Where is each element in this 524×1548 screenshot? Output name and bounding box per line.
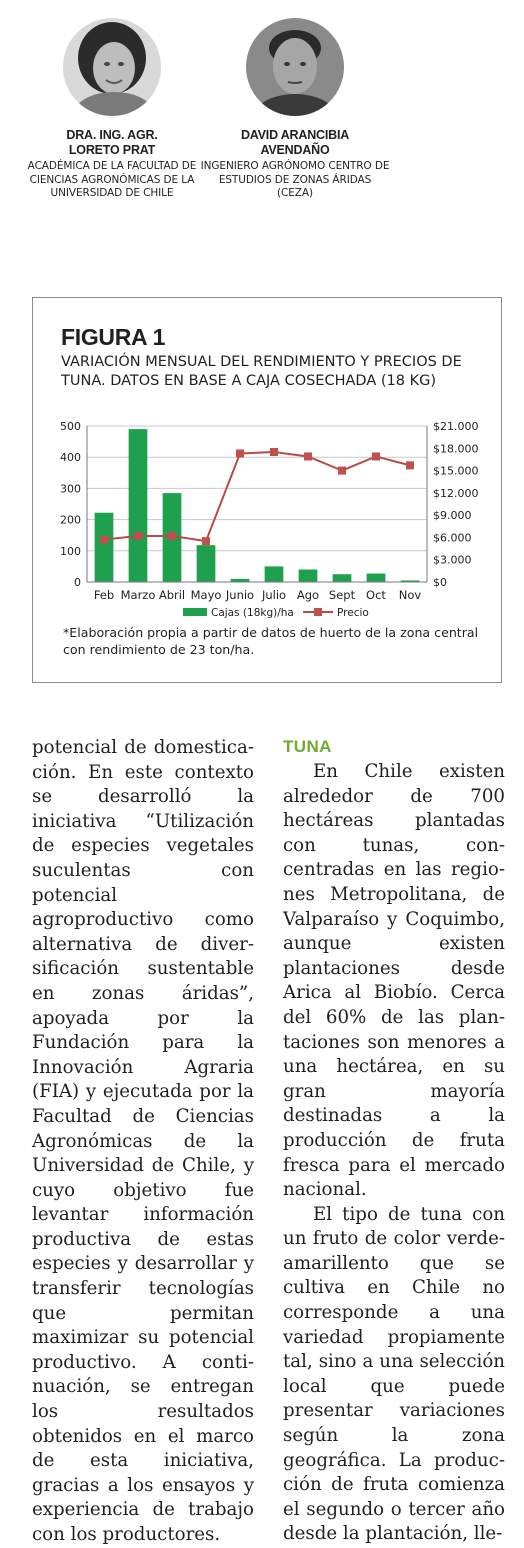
- author-2-photo: [246, 18, 344, 116]
- y-tick-label-left: 200: [60, 513, 81, 527]
- x-tick-label: Abril: [158, 588, 186, 602]
- bar: [333, 574, 352, 582]
- author-1-role: ACADÉMICA DE LA FACULTAD DE CIENCIAS AGRONÓMICAS DE LA UNIVERSIDAD DE CHILE: [27, 160, 197, 199]
- legend-label-bar: Cajas (18kg)/ha: [211, 607, 294, 619]
- price-marker: [372, 452, 380, 460]
- price-marker: [406, 461, 414, 469]
- x-tick-label: Junio: [225, 588, 255, 602]
- bar: [95, 513, 114, 582]
- paragraph: En Chile existen alrededor de 700 hectáreas plantadas con tunas, concentradas en las regiones Metropolitana, de Valparaíso y Coquimbo, aunque existen plantaciones desde Arica al Biobío. Cerca del 60% de las plantaciones son menores a una hectárea, en su gran mayoría destinadas a la producción de fruta fresca para el mercado nacional.: [283, 761, 505, 1201]
- x-tick-label: Oct: [366, 588, 386, 602]
- legend-swatch-marker: [314, 608, 322, 616]
- y-tick-label-right: $6.000: [433, 531, 472, 545]
- paragraph: potencial de domesticación. En este contexto se desarrolló la iniciativa “Utilización de especies vegetales suculentas con potencial agroproductivo como alternativa de diversificación sustentable en zonas áridas”, apoyada por la Fundación para la Innovación Agraria (FIA) y ejecutada por la Facultad de Ciencias Agronómicas de la Universidad de Chile, y cuyo objetivo fue levantar información productiva de estas especies y desarrollar y transferir tecnologías que permitan maximizar su potencial productivo. A continuación, se entregan los resultados obtenidos en el marco de esta iniciativa, gracias a los ensayos y experiencia de trabajo con los productores.: [32, 737, 254, 1545]
- x-tick-label: Ago: [296, 588, 320, 602]
- paragraph: El tipo de tuna con un fruto de color verde-amarillento que se cultiva en Chile no corresponde a una variedad propiamente tal, sino a una selección local que puede presentar variaciones según la zona geográfica. La producción de fruta comienza el segundo o tercer año desde la plantación, lle-: [283, 1203, 505, 1545]
- figure-subtitle: VARIACIÓN MENSUAL DEL RENDIMIENTO Y PRECIOS DE TUNA. DATOS EN BASE A CAJA COSECHADA (18 KG): [61, 354, 462, 389]
- y-tick-label-left: 0: [74, 576, 81, 589]
- y-tick-label-right: $0: [433, 576, 447, 589]
- y-tick-label-left: 100: [60, 544, 81, 558]
- article-right-column: [283, 736, 505, 1547]
- x-tick-label: Marzo: [120, 588, 156, 602]
- x-tick-label: Sept: [328, 588, 356, 602]
- price-marker: [236, 449, 244, 457]
- author-2: [200, 18, 390, 201]
- figure-title: FIGURA 1: [61, 324, 166, 350]
- article-left-column: [32, 736, 254, 1548]
- price-marker: [270, 448, 278, 456]
- x-tick-label: Mayo: [190, 588, 222, 602]
- author-2-role: INGENIERO AGRÓNOMO CENTRO DE ESTUDIOS DE ZONAS ÁRIDAS (CEZA): [200, 160, 390, 199]
- combo-chart: [33, 416, 501, 621]
- price-marker: [338, 467, 346, 475]
- bar: [197, 545, 216, 582]
- legend-label-line: Precio: [337, 607, 369, 619]
- section-title: TUNA: [283, 737, 332, 756]
- y-tick-label-right: $18.000: [433, 442, 479, 456]
- y-tick-label-right: $21.000: [433, 420, 479, 433]
- author-1-name-line2: LORETO PRAT: [68, 143, 156, 157]
- author-2-name-line1: DAVID ARANCIBIA: [240, 128, 350, 142]
- author-1-photo: [63, 18, 161, 116]
- x-tick-label: Julio: [261, 588, 287, 602]
- x-tick-label: Nov: [398, 588, 422, 602]
- figure-box: [32, 297, 502, 683]
- author-1-name-line1: DRA. ING. AGR.: [66, 128, 158, 142]
- price-line: [104, 452, 410, 541]
- price-marker: [202, 537, 210, 545]
- author-2-name-line2: AVENDAÑO: [260, 143, 330, 157]
- y-tick-label-left: 500: [60, 420, 81, 433]
- price-marker: [168, 532, 176, 540]
- price-marker: [304, 452, 312, 460]
- bar: [299, 570, 318, 582]
- author-1: [17, 18, 207, 201]
- x-tick-label: Feb: [93, 588, 115, 602]
- y-tick-label-right: $3.000: [433, 553, 472, 567]
- y-tick-label-left: 300: [60, 482, 81, 496]
- price-marker: [134, 532, 142, 540]
- authors-header: [0, 0, 524, 250]
- bar: [367, 574, 386, 582]
- figure-note: *Elaboración propia a partir de datos de huerto de la zona central con rendimiento de 23 ton/ha.: [63, 625, 479, 657]
- y-tick-label-right: $12.000: [433, 486, 479, 500]
- bar: [129, 429, 148, 582]
- y-tick-label-left: 400: [60, 451, 81, 465]
- y-tick-label-right: $15.000: [433, 464, 479, 478]
- legend-swatch-bar: [183, 608, 207, 616]
- price-marker: [100, 536, 108, 544]
- bar: [265, 566, 284, 582]
- y-tick-label-right: $9.000: [433, 509, 472, 523]
